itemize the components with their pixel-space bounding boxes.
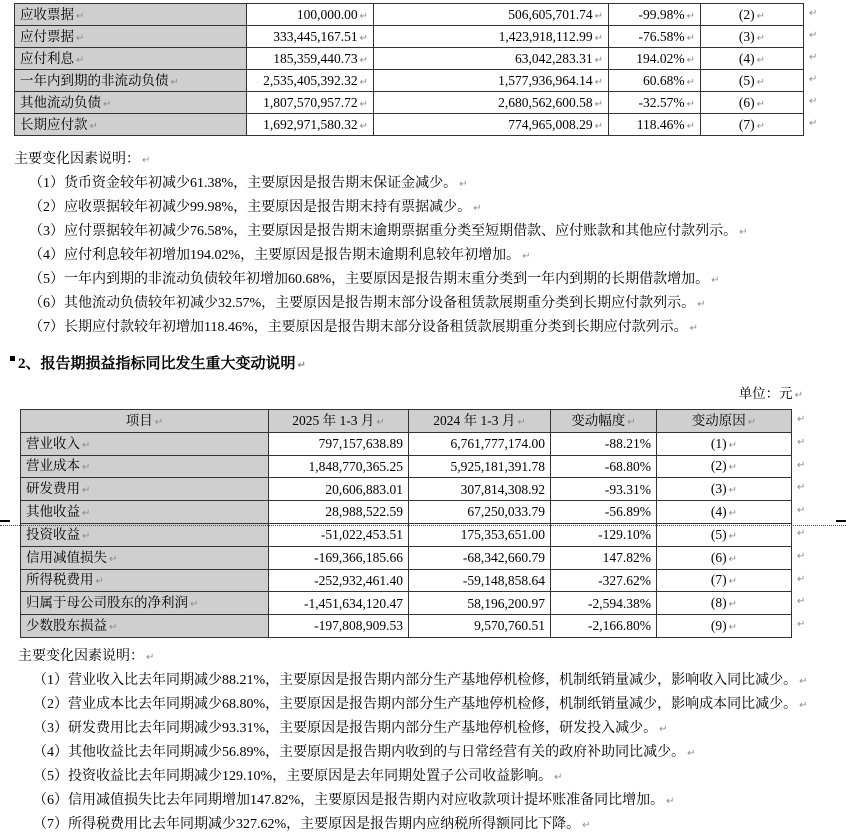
cell-current xyxy=(269,455,409,478)
cell-change xyxy=(609,70,701,92)
note-item: （6）其他流动负债较年初减少32.57%，主要原因是报告期末部分设备租赁款展期重分类到长期应付款列示。 ↵ xyxy=(29,296,706,311)
cell-current-text: -169,366,185.66 xyxy=(314,549,403,565)
outline-marker-icon xyxy=(10,356,15,361)
notes-block-income xyxy=(18,645,808,837)
cell-current xyxy=(269,592,409,615)
note-item: （4）其他收益比去年同期减少56.89%，主要原因是报告期内收到的与日常经营有关的政府补助同比减少。 ↵ xyxy=(33,745,696,760)
cell-reason xyxy=(657,592,792,615)
table2-head xyxy=(21,410,792,433)
cell-reason-text: (6) xyxy=(710,549,727,565)
cell-previous-text: 67,250,033.79 xyxy=(467,504,545,520)
pilcrow-icon: ↵ xyxy=(582,820,591,831)
cell-change-text: 60.68% xyxy=(642,72,685,88)
table-row xyxy=(15,48,804,70)
pilcrow-icon: ↵ xyxy=(794,390,803,401)
cell-change xyxy=(609,114,701,136)
cell-item xyxy=(15,114,247,136)
table-row xyxy=(21,478,792,501)
cell-current xyxy=(269,615,409,638)
cell-previous xyxy=(409,546,551,569)
cell-current xyxy=(269,501,409,524)
pilcrow-icon: ↵ xyxy=(728,599,738,611)
cell-change-text: -32.57% xyxy=(638,94,685,110)
pilcrow-icon: ↵ xyxy=(473,203,482,214)
cell-item xyxy=(15,48,247,70)
note-item: （1）货币资金较年初减少61.38%，主要原因是报告期末保证金减少。 ↵ xyxy=(29,176,468,191)
note-item: （3）研发费用比去年同期减少93.31%，主要原因是报告期内部分生产基地停机检修，研发投入减少。 ↵ xyxy=(33,721,668,736)
cell-reason-text: (9) xyxy=(710,618,727,634)
cell-previous-text: 506,605,701.74 xyxy=(508,6,593,22)
column-header-4-text: 变动原因 xyxy=(691,412,746,428)
cell-current xyxy=(247,114,374,136)
pilcrow-icon: ↵ xyxy=(756,120,766,132)
cell-current-text: 1,692,971,580.32 xyxy=(263,116,358,132)
cell-reason xyxy=(701,114,804,136)
cell-item xyxy=(21,569,269,592)
pilcrow-icon: ↵ xyxy=(146,652,155,663)
cell-item-text: 长期应付款 xyxy=(20,116,88,132)
cell-reason-text: (2) xyxy=(710,458,727,474)
cell-previous xyxy=(374,114,609,136)
pilcrow-icon: ↵ xyxy=(594,98,603,110)
pilcrow-icon: ↵ xyxy=(359,98,368,110)
cell-item xyxy=(21,432,269,455)
pilcrow-icon: ↵ xyxy=(109,553,118,565)
pilcrow-icon: ↵ xyxy=(82,439,91,451)
cell-reason xyxy=(657,569,792,592)
pilcrow-icon: ↵ xyxy=(359,76,368,88)
cell-item-text: 少数股东损益 xyxy=(26,618,107,634)
cell-current xyxy=(269,523,409,546)
cell-item-text: 研发费用 xyxy=(26,481,80,497)
cell-current-text: 333,445,167.51 xyxy=(273,28,358,44)
note-item: （5）一年内到期的非流动负债较年初增加60.68%，主要原因是报告期末重分类到一年内到期的长期借款增加。 ↵ xyxy=(29,272,720,287)
pilcrow-icon: ↵ xyxy=(756,54,766,66)
cell-current xyxy=(269,569,409,592)
cell-reason-text: (1) xyxy=(710,435,727,451)
cell-reason xyxy=(701,48,804,70)
cell-item-text: 应付票据 xyxy=(20,28,74,44)
cell-previous-text: 2,680,562,600.58 xyxy=(498,94,593,110)
cell-change xyxy=(551,523,657,546)
pilcrow-icon: ↵ xyxy=(142,155,151,166)
cell-reason-text: (6) xyxy=(738,94,755,110)
pilcrow-icon: ↵ xyxy=(76,32,85,44)
cell-item xyxy=(15,26,247,48)
cell-reason xyxy=(701,92,804,114)
cell-item xyxy=(21,455,269,478)
cell-change xyxy=(551,546,657,569)
pilcrow-icon: ↵ xyxy=(728,530,738,542)
cell-reason-text: (3) xyxy=(710,481,727,497)
cell-reason xyxy=(657,478,792,501)
pilcrow-icon: ↵ xyxy=(594,76,603,88)
cell-current xyxy=(247,48,374,70)
cell-previous xyxy=(409,432,551,455)
row-end-pilcrow-icon: ↵ xyxy=(809,96,818,107)
pilcrow-icon: ↵ xyxy=(666,796,675,807)
pilcrow-icon: ↵ xyxy=(376,416,385,428)
notes-block-balance xyxy=(14,148,748,340)
cell-reason-text: (8) xyxy=(710,595,727,611)
cell-reason xyxy=(657,455,792,478)
pilcrow-icon: ↵ xyxy=(686,10,695,22)
income-change-table xyxy=(20,409,792,638)
cell-reason-text: (7) xyxy=(738,116,755,132)
cell-change-text: -99.98% xyxy=(638,6,685,22)
pilcrow-icon: ↵ xyxy=(359,32,368,44)
row-end-pilcrow-icon: ↵ xyxy=(797,596,806,608)
cell-current xyxy=(269,432,409,455)
cell-item-text: 归属于母公司股东的净利润 xyxy=(26,595,188,611)
cell-change-text: -68.80% xyxy=(604,458,651,474)
column-header-3 xyxy=(551,410,657,433)
cell-item-text: 其他收益 xyxy=(26,504,80,520)
table-row xyxy=(21,455,792,478)
cell-current-text: 1,848,770,365.25 xyxy=(308,458,403,474)
cell-previous-text: -59,148,858.64 xyxy=(462,572,545,588)
pilcrow-icon: ↵ xyxy=(76,54,85,66)
cell-item-text: 一年内到期的非流动负债 xyxy=(20,72,169,88)
cell-change-text: 194.02% xyxy=(636,50,685,66)
cell-reason-text: (3) xyxy=(738,28,755,44)
cell-reason xyxy=(701,4,804,26)
pilcrow-icon: ↵ xyxy=(799,676,808,687)
table-row xyxy=(21,432,792,455)
table-row xyxy=(15,4,804,26)
cell-previous-text: 5,925,181,391.78 xyxy=(450,458,545,474)
cell-reason xyxy=(657,432,792,455)
notes2-title: 主要变化因素说明： ↵ xyxy=(18,649,155,664)
cell-change xyxy=(551,501,657,524)
pilcrow-icon: ↵ xyxy=(686,98,695,110)
cell-current-text: -51,022,453.51 xyxy=(320,527,403,543)
pilcrow-icon: ↵ xyxy=(594,10,603,22)
pilcrow-icon: ↵ xyxy=(82,462,91,474)
row-end-pilcrow-icon: ↵ xyxy=(797,573,806,585)
note-item: （7）所得税费用比去年同期减少327.62%，主要原因是报告期内应纳税所得额同比下降。 ↵ xyxy=(33,817,591,832)
liabilities-change-table-wrapper xyxy=(14,3,818,136)
cell-change xyxy=(609,26,701,48)
pilcrow-icon: ↵ xyxy=(594,32,603,44)
cell-current-text: 185,359,440.73 xyxy=(273,50,358,66)
cell-change xyxy=(609,4,701,26)
cell-previous xyxy=(409,615,551,638)
cell-previous xyxy=(374,26,609,48)
cell-change xyxy=(609,92,701,114)
cell-previous-text: 9,570,760.51 xyxy=(474,618,545,634)
column-header-0 xyxy=(21,410,269,433)
income-change-table-wrapper xyxy=(20,409,810,638)
cell-current-text: -252,932,461.40 xyxy=(314,572,403,588)
pilcrow-icon: ↵ xyxy=(170,76,179,88)
cell-reason-text: (2) xyxy=(738,6,755,22)
cell-change-text: -2,594.38% xyxy=(588,595,651,611)
column-header-4 xyxy=(657,410,792,433)
pilcrow-icon: ↵ xyxy=(359,120,368,132)
cell-item xyxy=(21,501,269,524)
row-end-pilcrow-icon: ↵ xyxy=(797,528,806,539)
cell-previous-text: 1,577,936,964.14 xyxy=(498,72,593,88)
pilcrow-icon: ↵ xyxy=(297,360,306,371)
pilcrow-icon: ↵ xyxy=(359,54,368,66)
pilcrow-icon: ↵ xyxy=(554,772,563,783)
pilcrow-icon: ↵ xyxy=(747,416,757,428)
cell-change-text: -76.58% xyxy=(638,28,685,44)
cell-change-text: -327.62% xyxy=(598,572,651,588)
pilcrow-icon: ↵ xyxy=(95,576,104,588)
pilcrow-icon: ↵ xyxy=(739,227,748,238)
page-break-rule xyxy=(0,525,846,526)
cell-previous-text: 58,196,200.97 xyxy=(467,595,545,611)
cell-previous xyxy=(374,70,609,92)
cell-change xyxy=(551,455,657,478)
cell-previous xyxy=(409,501,551,524)
row-end-pilcrow-icon: ↵ xyxy=(797,459,806,471)
pilcrow-icon: ↵ xyxy=(594,54,603,66)
pilcrow-icon: ↵ xyxy=(756,32,766,44)
cell-previous-text: 63,042,283.31 xyxy=(514,50,593,66)
note-item: （7）长期应付款较年初增加118.46%，主要原因是报告期末部分设备租赁款展期重分类到长期应付款列示。 ↵ xyxy=(29,320,699,335)
cell-previous-text: 774,965,008.29 xyxy=(508,116,593,132)
cell-change-text: -129.10% xyxy=(598,527,651,543)
table-row xyxy=(21,592,792,615)
table-row xyxy=(21,569,792,592)
cell-current xyxy=(269,478,409,501)
unit-label: 单位：元 ↵ xyxy=(738,386,803,401)
column-header-3-text: 变动幅度 xyxy=(571,412,626,428)
pilcrow-icon: ↵ xyxy=(82,530,91,542)
cell-item xyxy=(21,615,269,638)
cell-change-text: -93.31% xyxy=(604,481,651,497)
pilcrow-icon: ↵ xyxy=(109,622,118,634)
page-break-right-mark xyxy=(836,520,846,522)
cell-previous xyxy=(374,48,609,70)
row-end-pilcrow-icon: ↵ xyxy=(797,550,806,562)
cell-change-text: 118.46% xyxy=(636,116,685,132)
cell-item xyxy=(15,4,247,26)
row-end-pilcrow-icon: ↵ xyxy=(797,414,806,425)
table-row xyxy=(21,501,792,524)
cell-previous-text: 175,353,651.00 xyxy=(460,527,545,543)
cell-current xyxy=(247,70,374,92)
cell-item xyxy=(21,478,269,501)
pilcrow-icon: ↵ xyxy=(459,179,468,190)
row-end-pilcrow-icon: ↵ xyxy=(797,436,806,448)
cell-current xyxy=(247,4,374,26)
pilcrow-icon: ↵ xyxy=(522,251,531,262)
cell-reason xyxy=(657,546,792,569)
pilcrow-icon: ↵ xyxy=(799,700,808,711)
cell-previous-text: 307,814,308.92 xyxy=(460,481,545,497)
note-item: （1）营业收入比去年同期减少88.21%，主要原因是报告期内部分生产基地停机检修，机制纸销量减少，影响收入同比减少。 ↵ xyxy=(33,673,808,688)
pilcrow-icon: ↵ xyxy=(728,508,738,520)
cell-item xyxy=(21,523,269,546)
section-heading-2: 2、报告期损益指标同比发生重大变动说明 ↵ xyxy=(10,352,306,378)
row-end-pilcrow-icon: ↵ xyxy=(797,505,806,517)
cell-item xyxy=(15,70,247,92)
cell-reason xyxy=(701,70,804,92)
pilcrow-icon: ↵ xyxy=(82,485,91,497)
cell-previous-text: -68,342,660.79 xyxy=(462,549,545,565)
cell-current-text: 20,606,883.01 xyxy=(325,481,403,497)
cell-item-text: 其他流动负债 xyxy=(20,94,101,110)
cell-reason-text: (4) xyxy=(738,50,755,66)
pilcrow-icon: ↵ xyxy=(728,462,738,474)
pilcrow-icon: ↵ xyxy=(686,76,695,88)
cell-change-text: -56.89% xyxy=(604,504,651,520)
row-end-pilcrow-icon: ↵ xyxy=(809,30,818,41)
liabilities-change-table xyxy=(14,3,804,136)
note-item: （3）应付票据较年初减少76.58%，主要原因是报告期末逾期票据重分类至短期借款、应付账款和其他应付款列示。 ↵ xyxy=(29,224,748,239)
cell-previous xyxy=(409,569,551,592)
note-item: （2）营业成本比去年同期减少68.80%，主要原因是报告期内部分生产基地停机检修，机制纸销量减少，影响成本同比减少。 ↵ xyxy=(33,697,808,712)
cell-previous xyxy=(374,92,609,114)
pilcrow-icon: ↵ xyxy=(359,10,368,22)
pilcrow-icon: ↵ xyxy=(103,98,112,110)
column-header-1-text: 2025 年 1-3 月 xyxy=(292,412,375,428)
pilcrow-icon: ↵ xyxy=(686,120,695,132)
pilcrow-icon: ↵ xyxy=(82,508,91,520)
cell-item-text: 营业收入 xyxy=(26,435,80,451)
cell-item-text: 信用减值损失 xyxy=(26,549,107,565)
notes1-title: 主要变化因素说明： ↵ xyxy=(14,152,151,167)
cell-reason xyxy=(657,523,792,546)
row-end-pilcrow-icon: ↵ xyxy=(809,118,818,129)
cell-current xyxy=(247,26,374,48)
pilcrow-icon: ↵ xyxy=(686,54,695,66)
note-item: （4）应付利息较年初增加194.02%，主要原因是报告期末逾期利息较年初增加。 ↵ xyxy=(29,248,531,263)
cell-reason-text: (5) xyxy=(710,526,727,542)
note-item: （6）信用减值损失比去年同期增加147.82%，主要原因是报告期内对应收款项计提坏账准备同比增加。 ↵ xyxy=(33,793,675,808)
page-break-left-mark xyxy=(0,520,10,522)
table-row xyxy=(21,546,792,569)
pilcrow-icon: ↵ xyxy=(728,553,738,565)
pilcrow-icon: ↵ xyxy=(154,416,164,428)
column-header-1 xyxy=(269,410,409,433)
table-header-row xyxy=(21,410,792,433)
column-header-0-text: 项目 xyxy=(125,412,153,428)
pilcrow-icon: ↵ xyxy=(728,439,738,451)
cell-previous xyxy=(374,4,609,26)
note-item: （5）投资收益比去年同期减少129.10%，主要原因是去年同期处置子公司收益影响。 ↵ xyxy=(33,769,563,784)
cell-change-text: -88.21% xyxy=(604,435,651,451)
cell-reason xyxy=(657,615,792,638)
cell-change-text: -2,166.80% xyxy=(588,618,651,634)
cell-previous xyxy=(409,455,551,478)
cell-reason xyxy=(701,26,804,48)
pilcrow-icon: ↵ xyxy=(756,76,766,88)
cell-reason-text: (5) xyxy=(738,72,755,88)
cell-change-text: 147.82% xyxy=(602,549,651,565)
cell-change xyxy=(551,592,657,615)
pilcrow-icon: ↵ xyxy=(89,120,98,132)
cell-item-text: 应付利息 xyxy=(20,50,74,66)
cell-item-text: 所得税费用 xyxy=(26,572,94,588)
column-header-2-text: 2024 年 1-3 月 xyxy=(433,412,516,428)
pilcrow-icon: ↵ xyxy=(687,748,696,759)
pilcrow-icon: ↵ xyxy=(697,299,706,310)
cell-change xyxy=(551,432,657,455)
cell-item xyxy=(15,92,247,114)
cell-current-text: 2,535,405,392.32 xyxy=(263,72,358,88)
cell-change xyxy=(609,48,701,70)
table-row xyxy=(15,70,804,92)
table-row xyxy=(15,26,804,48)
pilcrow-icon: ↵ xyxy=(659,724,668,735)
row-end-pilcrow-icon: ↵ xyxy=(797,482,806,494)
cell-current-text: 28,988,522.59 xyxy=(325,504,403,520)
cell-previous-text: 6,761,777,174.00 xyxy=(450,435,545,451)
cell-current-text: -197,808,909.53 xyxy=(314,618,403,634)
cell-current-text: 100,000.00 xyxy=(296,6,358,22)
cell-item xyxy=(21,546,269,569)
cell-current-text: 797,157,638.89 xyxy=(318,435,403,451)
pilcrow-icon: ↵ xyxy=(711,275,720,286)
cell-item xyxy=(21,592,269,615)
row-end-pilcrow-icon: ↵ xyxy=(809,74,818,85)
pilcrow-icon: ↵ xyxy=(728,622,738,634)
cell-previous xyxy=(409,478,551,501)
cell-previous-text: 1,423,918,112.99 xyxy=(498,28,593,44)
pilcrow-icon: ↵ xyxy=(190,599,199,611)
pilcrow-icon: ↵ xyxy=(594,120,603,132)
pilcrow-icon: ↵ xyxy=(627,416,636,428)
pilcrow-icon: ↵ xyxy=(728,485,738,497)
pilcrow-icon: ↵ xyxy=(686,32,695,44)
row-end-pilcrow-icon: ↵ xyxy=(809,8,818,19)
table-row xyxy=(15,92,804,114)
cell-reason xyxy=(657,501,792,524)
cell-previous xyxy=(409,523,551,546)
column-header-2 xyxy=(409,410,551,433)
cell-item-text: 投资收益 xyxy=(26,526,80,542)
cell-previous xyxy=(409,592,551,615)
table1-body xyxy=(15,4,804,136)
pilcrow-icon: ↵ xyxy=(689,323,699,334)
cell-change xyxy=(551,569,657,592)
row-end-pilcrow-icon: ↵ xyxy=(809,52,818,63)
cell-item-text: 应收票据 xyxy=(20,6,74,22)
pilcrow-icon: ↵ xyxy=(756,98,766,110)
pilcrow-icon: ↵ xyxy=(728,576,738,588)
cell-reason-text: (7) xyxy=(710,572,727,588)
pilcrow-icon: ↵ xyxy=(517,416,526,428)
table-row xyxy=(15,114,804,136)
pilcrow-icon: ↵ xyxy=(756,10,766,22)
table-row xyxy=(21,523,792,546)
table-row xyxy=(21,615,792,638)
cell-change xyxy=(551,615,657,638)
table2-body xyxy=(21,432,792,637)
cell-item-text: 营业成本 xyxy=(26,458,80,474)
cell-current xyxy=(247,92,374,114)
cell-reason-text: (4) xyxy=(710,504,727,520)
pilcrow-icon: ↵ xyxy=(76,10,85,22)
cell-current-text: 1,807,570,957.72 xyxy=(263,94,358,110)
cell-current-text: -1,451,634,120.47 xyxy=(304,595,403,611)
cell-change xyxy=(551,478,657,501)
cell-current xyxy=(269,546,409,569)
note-item: （2）应收票据较年初减少99.98%，主要原因是报告期末持有票据减少。 ↵ xyxy=(29,200,482,215)
row-end-pilcrow-icon: ↵ xyxy=(797,619,806,631)
